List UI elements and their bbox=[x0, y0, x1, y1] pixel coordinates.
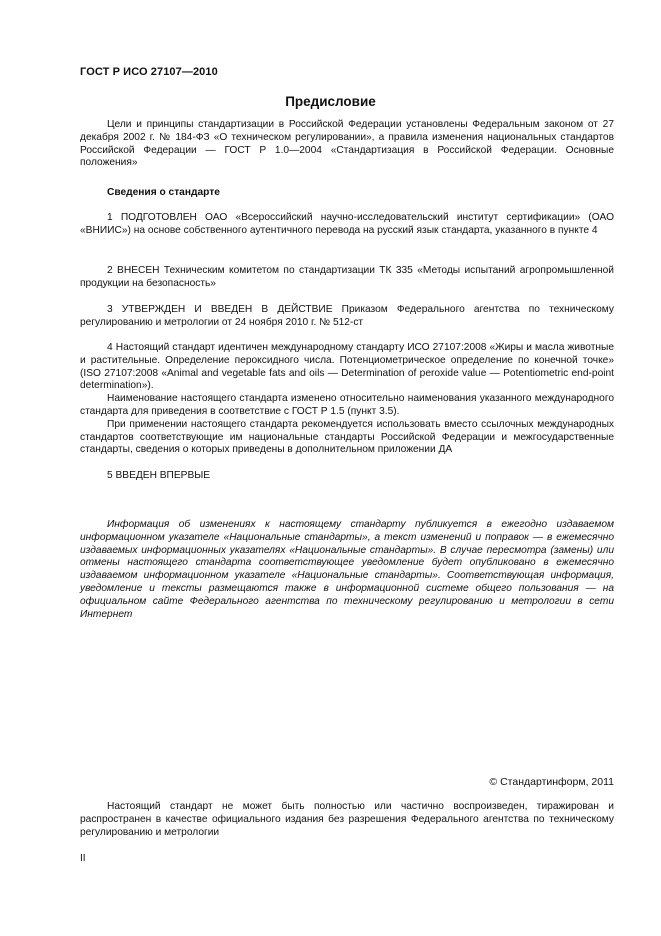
item-4-paragraph-2: Наименование настоящего стандарта изменено относительно наименования указанного международного стандарта для приведения в соответствие с ГОСТ Р 1.5 (пункт 3.5). bbox=[80, 393, 614, 417]
item-3 bbox=[80, 304, 614, 330]
item-1 bbox=[80, 212, 614, 238]
item-2-text: 2 ВНЕСЕН Техническим комитетом по стандартизации ТК 335 «Методы испытаний агропромышленной продукции на безопасность» bbox=[80, 265, 614, 289]
item-4-paragraph-3: При применении настоящего стандарта рекомендуется использовать вместо ссылочных международных стандартов соответствующие им национальные стандарты Российской Федерации и межгосударственные стандарты, сведения о которых приведены в дополнительном приложении ДА bbox=[80, 418, 614, 456]
item-5-text: 5 ВВЕДЕН ВПЕРВЫЕ bbox=[107, 470, 211, 481]
copyright-line: © Стандартинформ, 2011 bbox=[489, 776, 614, 788]
item-3-text: 3 УТВЕРЖДЕН И ВВЕДЕН В ДЕЙСТВИЕ Приказом Федерального агентства по техническому регулированию и метрологии от 24 ноября 2010 г. № 512-ст bbox=[80, 304, 614, 328]
reproduction-notice bbox=[80, 801, 614, 839]
item-4 bbox=[80, 342, 614, 457]
info-notice bbox=[80, 519, 614, 621]
item-5 bbox=[80, 470, 614, 483]
section-heading: Сведения о стандарте bbox=[107, 187, 220, 198]
page-number: II bbox=[80, 853, 86, 864]
document-code-header: ГОСТ Р ИСО 27107—2010 bbox=[80, 66, 218, 78]
reproduction-notice-text: Настоящий стандарт не может быть полностью или частично воспроизведен, тиражирован и распространен в качестве официального издания без разрешения Федерального агентства по техническому регулированию и метрологии bbox=[80, 801, 614, 838]
item-2 bbox=[80, 265, 614, 291]
item-4-paragraph-1: 4 Настоящий стандарт идентичен международному стандарту ИСО 27107:2008 «Жиры и масла животные и растительные. Определение пероксидного числа. Потенциометрическое определение по конечной точке» (ISO 27107:2008 «Animal and vegetable fats and oils — Determination of peroxide value — Potentiometric end-point determination»). bbox=[80, 342, 614, 392]
page-title: Предисловие bbox=[285, 94, 376, 109]
intro-text: Цели и принципы стандартизации в Российской Федерации установлены Федеральным законом от 27 декабря 2002 г. № 184-ФЗ «О техническом регулировании», а правила изменения национальных стандартов Российской Федерации — ГОСТ Р 1.0—2004 «Стандартизация в Российской Федерации. Основные положения» bbox=[80, 119, 614, 169]
info-notice-text: Информация об изменениях к настоящему стандарту публикуется в ежегодно издаваемом информационном указателе «Национальные стандарты», а текст изменений и поправок — в ежемесячно издаваемых информационных указателях «Национальные стандарты». В случае пересмотра (замены) или отмены настоящего стандарта соответствующее уведомление будет опубликовано в ежемесячно издаваемом информационном указателе «Национальные стандарты». Соответствующая информация, уведомление и тексты размещаются также в информационной системе общего пользования — на официальном сайте Федерального агентства по техническому регулированию и метрологии в сети Интернет bbox=[80, 519, 614, 620]
item-1-text: 1 ПОДГОТОВЛЕН ОАО «Всероссийский научно-исследовательский институт сертификации» (ОАО «ВНИИС») на основе собственного аутентичного перевода на русский язык стандарта, указанного в пункте 4 bbox=[80, 212, 614, 236]
intro-paragraph bbox=[80, 119, 614, 170]
